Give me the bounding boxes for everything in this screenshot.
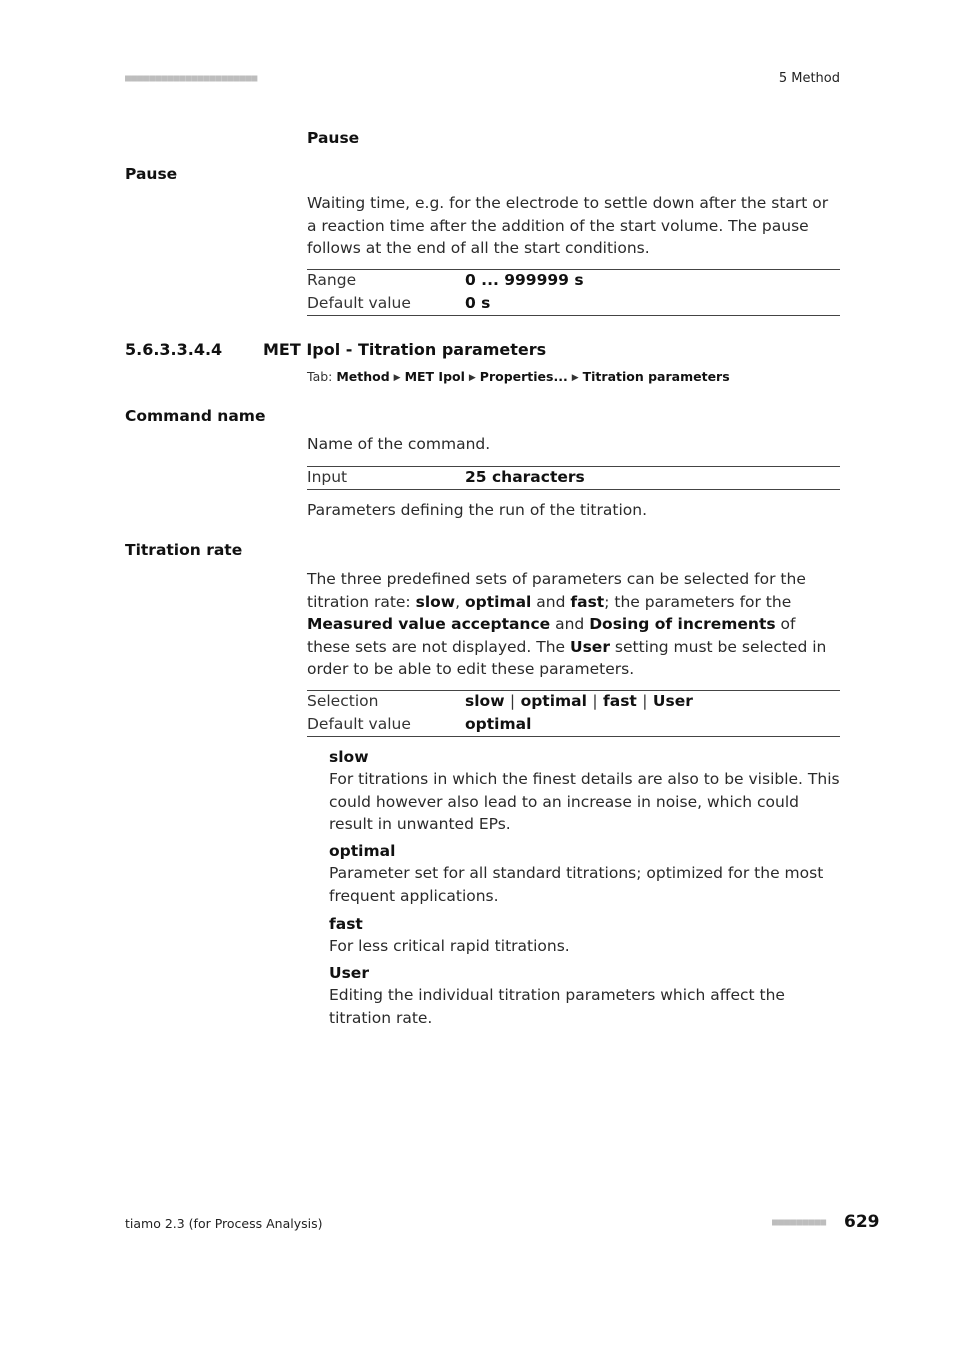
footer-product: tiamo 2.3 (for Process Analysis) (125, 1216, 323, 1231)
selection-table-bottom-rule (307, 736, 840, 737)
option-name: optimal (329, 842, 396, 860)
option-name: User (329, 964, 369, 982)
breadcrumb-arrow-icon: ▶ (571, 373, 579, 383)
option-name: slow (329, 748, 369, 766)
desc-text: , (455, 592, 465, 611)
titration-parameters-intro: Parameters defining the run of the titration. (307, 501, 647, 519)
input-table (307, 466, 840, 489)
desc-text: and (531, 592, 571, 611)
desc-text: The three predefined sets of parameters can be selected for the titration rate: (307, 570, 806, 611)
selection-separator: | (509, 692, 516, 710)
pause-range-key: Range (307, 271, 357, 289)
pause-default-key: Default value (307, 294, 411, 312)
selection-key: Selection (307, 692, 379, 710)
default-key: Default value (307, 715, 411, 733)
command-name-label: Command name (125, 407, 266, 425)
option-user (329, 962, 840, 1029)
header-dots-decoration: ■■■■■■■■■■■■■■■■■■■■■■ (125, 73, 258, 84)
default-row (307, 713, 840, 736)
breadcrumb-arrow-icon: ▶ (468, 373, 476, 383)
desc-text: and (550, 615, 590, 633)
selection-table (307, 690, 840, 736)
input-table-bottom-rule (307, 489, 840, 490)
option-slow (329, 746, 840, 836)
desc-text: ; the parameters for the (604, 592, 792, 611)
page-number: 629 (844, 1212, 880, 1232)
pause-range-row (307, 269, 840, 292)
selection-value: fast (603, 692, 637, 710)
option-description: Editing the individual titration parameters which affect the titration rate. (329, 986, 785, 1027)
selection-values (465, 690, 840, 713)
pause-table (307, 269, 840, 315)
pause-table-bottom-rule (307, 315, 840, 316)
desc-bold-fast: fast (570, 592, 605, 611)
option-optimal (329, 840, 840, 907)
tab-path-item: Properties... (479, 369, 568, 384)
desc-bold-dosing-of-increments: Dosing of increments (589, 615, 776, 633)
footer-dots-decoration: ■■■■■■■■■ (772, 1217, 827, 1228)
pause-sub-heading: Pause (307, 129, 360, 147)
selection-separator: | (592, 692, 598, 710)
option-description: For less critical rapid titrations. (329, 937, 570, 955)
desc-bold-measured-value-acceptance: Measured value acceptance (307, 615, 551, 633)
tab-path-breadcrumb (307, 369, 730, 384)
tab-prefix: Tab: (307, 369, 337, 384)
input-key: Input (307, 468, 348, 486)
desc-text: setting must be selected in order to be able to edit these parameters. (307, 637, 827, 678)
tab-path-item: MET Ipol (404, 369, 465, 384)
pause-description: Waiting time, e.g. for the electrode to settle down after the start or a reaction time after the addition of the start volume. The pause follows at the end of all the start conditions. (307, 194, 829, 257)
selection-row (307, 690, 840, 713)
tab-path-item: Titration parameters (582, 369, 730, 384)
section-title: MET Ipol - Titration parameters (263, 340, 547, 359)
breadcrumb-arrow-icon: ▶ (393, 373, 401, 383)
section-number: 5.6.3.3.4.4 (125, 340, 223, 359)
tab-path-item: Method (336, 369, 390, 384)
option-fast (329, 913, 840, 958)
titration-rate-label: Titration rate (125, 541, 243, 559)
default-value: optimal (465, 715, 532, 733)
desc-bold-optimal: optimal (464, 592, 532, 611)
input-value: 25 characters (465, 468, 585, 486)
pause-default-value: 0 s (465, 294, 491, 312)
selection-separator: | (642, 692, 648, 710)
pause-label: Pause (125, 165, 178, 183)
option-description: For titrations in which the finest details are also to be visible. This could however also lead to an increase in noise, which could result in unwanted EPs. (329, 770, 840, 833)
selection-value: slow (465, 692, 505, 710)
desc-bold-user: User (570, 637, 610, 656)
header-chapter: 5 Method (778, 71, 840, 86)
selection-value: optimal (520, 692, 587, 710)
pause-range-value: 0 ... 999999 s (465, 271, 584, 289)
input-row (307, 466, 840, 489)
pause-default-row (307, 292, 840, 315)
desc-bold-slow: slow (415, 592, 456, 611)
titration-rate-description (307, 568, 840, 681)
command-name-description: Name of the command. (307, 435, 491, 453)
selection-value: User (652, 692, 693, 710)
option-description: Parameter set for all standard titrations; optimized for the most frequent applications. (329, 864, 824, 905)
option-name: fast (329, 915, 363, 933)
desc-text: of these sets are not displayed. The (307, 615, 796, 656)
